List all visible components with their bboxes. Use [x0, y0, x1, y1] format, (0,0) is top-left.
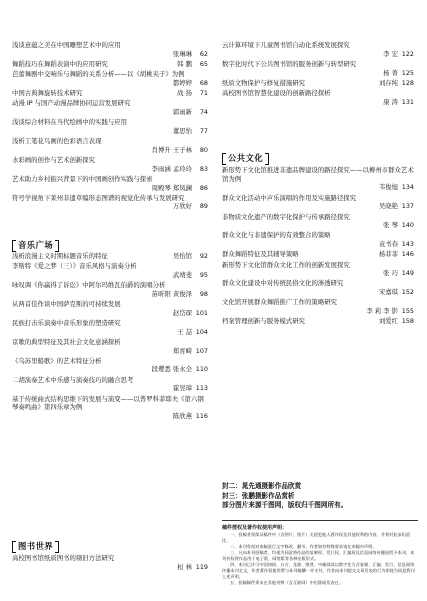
toc-entry	[12, 554, 210, 571]
entry-title: 从两首佳作谈中国萨克斯的可持续发展	[12, 300, 121, 309]
music-entries	[12, 252, 210, 422]
entry-page: 74	[199, 107, 208, 116]
entry-byline	[12, 50, 210, 59]
toc-entry	[12, 60, 210, 69]
entry-byline	[12, 146, 210, 155]
entry-author: 李 宏	[383, 49, 398, 58]
entry-page: 122	[401, 49, 414, 58]
toc-entry	[222, 194, 416, 211]
toc-entry	[12, 252, 210, 261]
entry-page: 104	[195, 327, 208, 336]
entry-title: 群众文化活动中声乐演唱的作用及实施路径探究	[222, 193, 357, 202]
entry-page: 128	[401, 78, 414, 87]
toc-entry	[222, 317, 416, 326]
entry-title: 水彩画的创作与艺术创新探究	[12, 155, 96, 164]
entry-byline	[222, 221, 416, 230]
toc-entry	[222, 279, 416, 296]
entry-author: 王 喆	[177, 327, 192, 336]
entry-title: 基于传统曲式结构思维下的发展与演变——以普罗科菲耶夫《第六钢琴奏鸣曲》第四乐章为例	[12, 394, 204, 412]
entry-page: 113	[195, 384, 208, 393]
entry-author: 万欣好	[172, 202, 192, 211]
entry-byline	[12, 290, 210, 299]
entry-page: 92	[199, 252, 208, 260]
toc-entry	[222, 213, 416, 230]
notice-paragraph: 四、本刊已许可中国知网、万方、龙源、维普、中邮阅读以数字化方式复制、汇编、发行、信息网络传播本刊全文，作者著作权使用费与本刊稿酬一并支付。作者向本刊提交文章发表的行为即视为同意我刊上述声明。	[222, 562, 415, 579]
toc-entry	[222, 261, 416, 278]
entry-byline	[177, 60, 210, 69]
entry-author: 周殿琴 郑凤澜	[151, 183, 192, 192]
entry-byline	[12, 108, 210, 117]
culture-entries	[222, 166, 416, 327]
entry-page: 95	[199, 270, 208, 279]
cover-credit-line: 封三：张鹏摄影作品赏析	[222, 491, 295, 500]
entry-title: 数字化时代下公共图书馆的服务创新与转型研究	[222, 59, 357, 68]
entry-page: 89	[199, 202, 208, 211]
toc-entry	[222, 250, 416, 259]
cover-credit-line: 封二：晁先通摄影作品欣赏	[222, 482, 302, 490]
entry-byline	[12, 165, 210, 174]
entry-author: 康 涛	[383, 97, 398, 106]
entry-byline	[12, 384, 210, 393]
notice-paragraph: 五、投稿稿件须未在其他刊物（含互联网）中出版或发表过。	[230, 580, 344, 585]
entry-author: 郑育畸	[172, 346, 192, 355]
toc-entry	[12, 357, 210, 374]
entry-byline	[379, 317, 416, 326]
entry-byline	[177, 89, 210, 98]
entry-author: 袁书春	[378, 240, 398, 249]
toc-entry	[222, 41, 416, 58]
entry-byline	[379, 250, 416, 259]
entry-title: 非物质文化遗产的数字化保护与传承路径探究	[222, 212, 350, 221]
entry-author: 霍昱璋	[172, 384, 192, 393]
copyright-notice	[222, 532, 418, 586]
entry-page: 155	[401, 307, 414, 316]
toc-entry	[12, 70, 210, 87]
entry-title: 群众舞蹈特征及其辅导策略	[222, 250, 299, 259]
toc-entry	[12, 41, 210, 58]
bracket-left-icon	[12, 541, 16, 553]
entry-author: 陈欣燕	[172, 411, 192, 420]
entry-title: 李斯特《爱之梦（三）》音乐风格与演奏分析	[12, 262, 137, 271]
entry-title: 浅析浪漫主义时期标题音乐的特征	[12, 252, 108, 260]
entry-author: 都婷婷	[172, 78, 192, 87]
entry-page: 131	[401, 97, 414, 106]
entry-title: 纸质文物保护与修复措施研究	[222, 78, 306, 87]
entry-page: 146	[401, 250, 414, 259]
entry-byline	[12, 328, 210, 337]
notice-title: 稿件授权及著作权使用声明：	[222, 525, 288, 531]
entry-title: 咏叹调《你赢得了诉讼》中阿尔玛维瓦伯爵的演唱分析	[12, 281, 166, 290]
entry-author: 李 莉 李 影	[366, 307, 398, 316]
entry-title: 新形势下文化馆群众文化工作的创新发展探究	[222, 260, 350, 269]
entry-page: 83	[199, 164, 208, 173]
entry-byline	[222, 69, 416, 78]
entry-author: 段璎悉 张永全	[151, 365, 192, 374]
toc-entry	[12, 137, 210, 154]
entry-page: 80	[199, 145, 208, 154]
entry-title: 群众文化建设中对传统民俗文化的渗透研究	[222, 279, 344, 288]
toc-entry	[12, 281, 210, 298]
entry-page: 158	[401, 317, 414, 326]
toc-entry	[222, 60, 416, 77]
entry-page: 107	[195, 346, 208, 355]
entry-page: 62	[199, 49, 208, 58]
book-entries	[12, 554, 210, 571]
entry-byline	[12, 271, 210, 280]
entry-title: 浅谈意蕴之美在中国雕塑艺术中的应用	[12, 41, 121, 49]
entry-title: 艺术助力乡村振兴背景下的中国画创作实践与探索	[12, 174, 153, 183]
toc-entry	[12, 118, 210, 135]
entry-byline	[222, 240, 416, 249]
toc-entry	[12, 395, 210, 421]
entry-author: 刘存纯	[378, 78, 398, 87]
entry-author: 韦俊旭	[378, 183, 398, 192]
toc-entry	[12, 319, 210, 336]
entry-title: 高校图书馆纸质图书的剔旧方法研究	[12, 554, 115, 562]
entry-page: 137	[401, 202, 414, 211]
section-heading-books: 图书世界	[12, 540, 59, 553]
entry-page: 110	[195, 365, 208, 374]
entry-author: 赵岱琛	[172, 308, 192, 317]
entry-page: 98	[199, 289, 208, 298]
toc-entry	[222, 231, 416, 248]
entry-author: 吴晓艳	[378, 202, 398, 211]
toc-entry	[12, 262, 210, 279]
entry-page: 86	[199, 183, 208, 192]
entry-page: 101	[195, 308, 208, 317]
section-heading-culture: 公共文化	[222, 152, 269, 165]
toc-entry	[222, 166, 416, 192]
entry-title: 中国古典舞旋转技术研究	[12, 89, 83, 98]
toc-entry	[222, 79, 416, 88]
toc-entry	[12, 376, 210, 393]
cover-credits	[222, 482, 347, 511]
entry-title: 《乌苏里船歌》的艺术特征分析	[12, 356, 102, 365]
entry-author: 董思怡	[172, 126, 192, 135]
entry-title: 档案管理创新与服务模式研究	[222, 317, 306, 326]
entry-byline	[222, 183, 416, 192]
left-top-entries	[12, 41, 210, 213]
entry-page: 143	[401, 240, 414, 249]
entry-title: 民族打击乐演奏中音乐形象的塑造研究	[12, 318, 121, 327]
entry-byline	[173, 252, 210, 261]
entry-author: 张琳琳	[172, 49, 192, 58]
entry-page: 140	[401, 221, 414, 230]
bracket-right-icon	[55, 240, 59, 252]
entry-title: 动漫 IP 与国产动漫品牌协同运营发展研究	[12, 99, 131, 108]
entry-byline	[12, 412, 210, 421]
entry-author: 战 扬	[177, 89, 192, 98]
entry-author: 杨菲菲	[378, 250, 398, 259]
entry-author: 吴怡馆	[172, 252, 192, 260]
toc-entry	[12, 300, 210, 317]
entry-author: 张 琴	[383, 221, 398, 230]
entry-author: 李雨涵 孟玲玲	[151, 164, 192, 173]
entry-byline	[222, 98, 416, 107]
toc-entry	[12, 175, 210, 192]
toc-entry	[12, 338, 210, 355]
entry-title: 符号学视角下莱州非遗草编形态图谱的视觉化传承与发展研究	[12, 193, 185, 202]
entry-page: 77	[199, 126, 208, 135]
toc-entry	[222, 89, 416, 106]
entry-page: 152	[401, 288, 414, 297]
entry-title: 二胡演奏艺术中乐感与演奏技巧的融合思考	[12, 375, 134, 384]
entry-byline	[12, 127, 210, 136]
entry-title: 芭蕾舞剧中交响乐与舞蹈的关系分析——以《胡桃夹子》为例	[12, 70, 185, 79]
entry-byline	[12, 79, 210, 88]
entry-byline	[222, 50, 416, 59]
entry-page: 134	[401, 183, 414, 192]
right-top-entries	[222, 41, 416, 108]
section-heading-music: 音乐广场	[12, 239, 59, 252]
entry-byline	[12, 309, 210, 318]
entry-page: 125	[401, 68, 414, 77]
toc-entry	[222, 298, 416, 315]
entry-byline	[222, 288, 416, 297]
entry-author: 刘爱红	[378, 317, 398, 326]
notice-paragraph: 一、投稿者须保证稿件中（含图片、照片）无侵犯他人著作权及其他权利的内容，并须对此承担责任。	[222, 532, 411, 543]
entry-page: 65	[199, 59, 208, 68]
entry-author: 桓 林	[177, 562, 192, 571]
entry-page: 149	[401, 269, 414, 278]
divider	[222, 520, 418, 521]
entry-title: 新形势下文化馆推进非遗品牌建设的路径探究——以柳州市群众艺术馆为例	[222, 166, 414, 183]
entry-author: 杨 菁	[383, 68, 398, 77]
entry-author: 宋嘉琪	[378, 288, 398, 297]
toc-entry	[12, 89, 210, 98]
entry-author: 韩 鹏	[177, 59, 192, 68]
entry-author: 张 巧	[383, 269, 398, 278]
image-source-note: 部分图片来源千图网，版权归千图网所有。	[222, 501, 348, 509]
entry-byline	[12, 202, 210, 211]
toc-entry	[12, 194, 210, 211]
entry-page: 116	[195, 411, 208, 420]
entry-byline	[379, 79, 416, 88]
notice-paragraph: 二、本刊有权对来稿进行文字修改、删节，作者如有特殊要求请在来稿中声明。	[230, 544, 377, 549]
bracket-left-icon	[222, 153, 226, 165]
bracket-right-icon	[55, 541, 59, 553]
bracket-left-icon	[12, 240, 16, 252]
entry-author: 苗昕阳 黄俊泽	[151, 289, 192, 298]
toc-entry	[12, 99, 210, 116]
entry-title: 云计算环境下儿童图书馆自动化系统发展探究	[222, 41, 350, 49]
entry-author: 郭雨新	[172, 107, 192, 116]
entry-page: 71	[199, 89, 208, 98]
entry-byline	[222, 202, 416, 211]
toc-entry	[12, 156, 210, 173]
entry-title: 京歌的典型特征及其社会文化意涵探析	[12, 337, 121, 346]
entry-byline	[12, 184, 210, 193]
entry-byline	[222, 307, 416, 316]
entry-title: 舞蹈技巧在舞蹈表演中的应用研究	[12, 59, 108, 68]
entry-title: 浅析工笔花鸟画的色彩语言表现	[12, 137, 102, 146]
entry-title: 群众文化与非遗保护的有效整合的策略	[222, 231, 331, 240]
entry-byline	[222, 269, 416, 278]
entry-byline	[12, 563, 210, 572]
entry-title: 高校图书馆智慧化建设的创新路径探析	[222, 89, 331, 98]
entry-page: 68	[199, 78, 208, 87]
bracket-right-icon	[265, 153, 269, 165]
notice-paragraph: 三、凡向本刊投稿者，均视为同意将作品的复制权、发行权、汇编权及信息网络传播权授予本刊，本刊有权将作品用于电子版、网络版等各种出版形式。	[222, 550, 415, 561]
entry-title: 浅谈综合材料在当代绘画中的实践与应用	[12, 118, 128, 127]
entry-title: 文化馆开展群众舞蹈推广工作的策略研究	[222, 298, 338, 307]
entry-byline	[12, 365, 210, 374]
entry-author: 肖博升 王子林	[151, 145, 192, 154]
entry-author: 武靖斐	[172, 270, 192, 279]
entry-byline	[12, 347, 210, 356]
entry-page: 119	[195, 562, 208, 571]
